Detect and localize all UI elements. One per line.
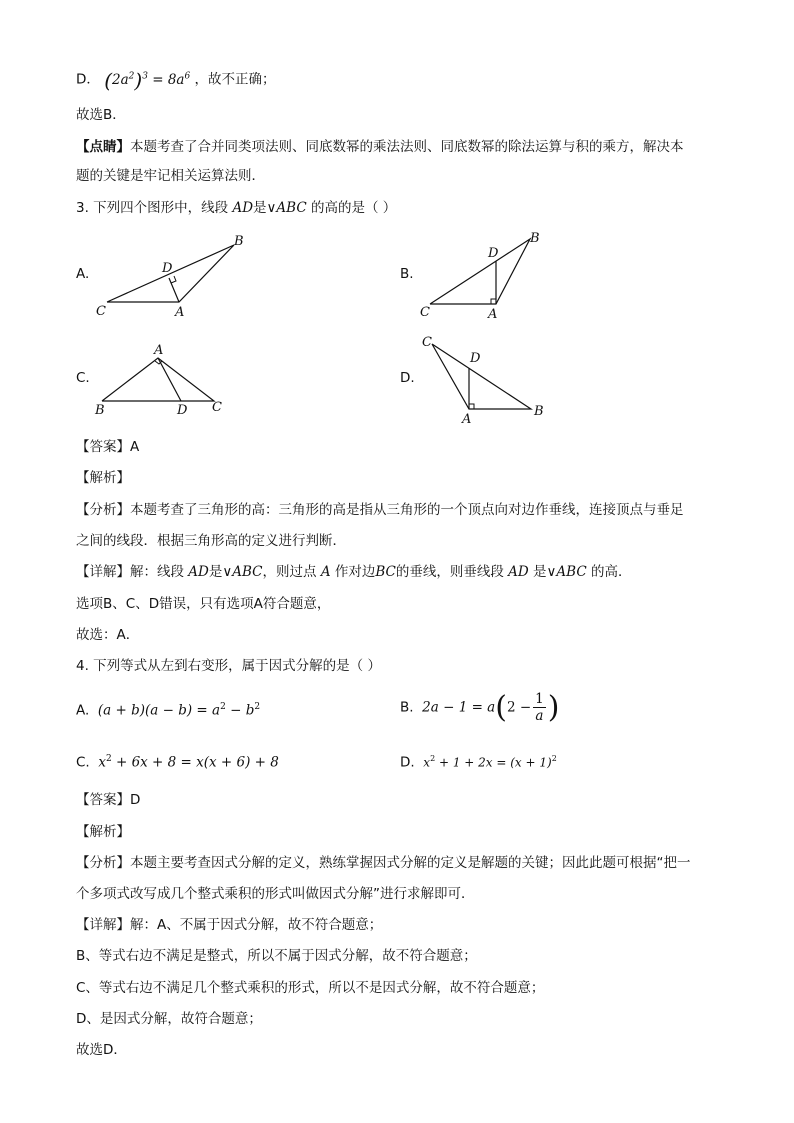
- label-b: B: [234, 234, 244, 249]
- detail-4-line-3: C、等式右边不满足几个整式乘积的形式，所以不是因式分解，故不符合题意；: [76, 980, 545, 996]
- q3-option-a-label: A.: [76, 266, 90, 282]
- detail-4-line-4: D、是因式分解，故符合题意；: [76, 1011, 262, 1027]
- comment-tag: 【点睛】: [76, 139, 130, 155]
- triangle-outline: [432, 344, 531, 409]
- label-d: D: [488, 246, 499, 261]
- d-option-expression: $(2a^2)^3 = 8a^6$: [104, 68, 191, 92]
- label-a: A: [462, 412, 472, 427]
- q4-option-b: B. 2a − 1 = a(2 − $\frac{1}{a}$ ): [400, 690, 560, 725]
- triangle-outline: [430, 239, 530, 304]
- q3-figure-d: [416, 332, 556, 427]
- label-b: B: [534, 404, 544, 419]
- comment-text-1: 本题考查了合并同类项法则、同底数幂的乘法法则、同底数幂的除法运算与积的乘方，解决本: [130, 139, 684, 155]
- label-d: D: [162, 261, 173, 276]
- label-b: B: [95, 403, 105, 418]
- detail-4-line-1: 【详解】解：A、不属于因式分解，故不符合题意；: [76, 917, 383, 933]
- analysis-3-paragraph-2: 之间的线段．根据三角形高的定义进行判断．: [76, 533, 346, 549]
- d-option-conclusion: ，故不正确；: [194, 71, 276, 88]
- segment-ad: AD: [232, 200, 254, 216]
- segment-ad: [158, 358, 181, 401]
- choose-b: 故选B．: [76, 107, 126, 123]
- detail-3-line-2: 选项B、C、D错误，只有选项A符合题意，: [76, 596, 331, 612]
- right-angle-mark: [469, 404, 474, 409]
- answer-4: 【答案】D: [76, 792, 141, 808]
- detail-4-line-5: 故选D．: [76, 1042, 127, 1058]
- question-3: 3. 下列四个图形中，线段 AD是∨ABC 的高的是（ ）: [76, 200, 397, 216]
- q3-figure-a: [92, 230, 262, 322]
- triangle-abc: ∨ABC: [266, 200, 307, 216]
- question-4: 4. 下列等式从左到右变形，属于因式分解的是（ ）: [76, 658, 381, 674]
- comment-line-2: 题的关键是牢记相关运算法则．: [76, 168, 265, 184]
- q3-option-b-label: B.: [400, 266, 414, 282]
- q3-figure-c: [92, 340, 232, 420]
- detail-4-line-2: B、等式右边不满足是整式，所以不属于因式分解，故不符合题意；: [76, 948, 477, 964]
- label-d: D: [177, 403, 188, 418]
- label-c: C: [96, 304, 106, 319]
- q3-option-d-label: D.: [400, 370, 415, 386]
- label-d: D: [470, 351, 481, 366]
- fraction-one-over-a: $\frac{1}{a}$: [535, 691, 544, 724]
- analysis-4-paragraph-1: 【分析】本题主要考查因式分解的定义，熟练掌握因式分解的定义是解题的关键；因此此题可根据“把一: [76, 855, 691, 871]
- analysis-3-paragraph-1: 【分析】本题考查了三角形的高：三角形的高是指从三角形的一个顶点向对边作垂线，连接顶点与垂足: [76, 502, 684, 518]
- right-angle-mark: [171, 276, 176, 283]
- detail-3-line-1: 【详解】解：线段 AD是∨ABC，则过点 A 作对边BC的垂线，则垂线段 AD 是∨ABC 的高．: [76, 564, 632, 580]
- d-option-line: [76, 66, 276, 90]
- label-a: A: [175, 305, 185, 320]
- comment-line-1: [76, 137, 684, 157]
- detail-3-line-3: 故选：A．: [76, 627, 140, 643]
- label-c: C: [212, 400, 222, 415]
- label-c: C: [420, 305, 430, 320]
- label-a: A: [488, 307, 498, 322]
- analysis-4-heading: 【解析】: [76, 824, 130, 840]
- q4-option-d: D. $x^2 + 1 + 2x = (x + 1)^2$: [400, 754, 557, 771]
- q3-option-c-label: C.: [76, 370, 90, 386]
- answer-3: 【答案】A: [76, 439, 140, 455]
- q4-option-c: C. $x^2 + 6x + 8 = x(x + 6) + 8$: [76, 754, 279, 771]
- q4-option-a: A. $(a + b)(a - b) = a^2 - b^2$: [76, 702, 261, 719]
- analysis-3-heading: 【解析】: [76, 470, 130, 486]
- right-angle-mark: [491, 299, 496, 304]
- triangle-outline: [102, 358, 214, 401]
- q3-figure-b: [416, 228, 556, 322]
- label-b: B: [530, 231, 540, 246]
- label-a: A: [154, 343, 164, 358]
- analysis-4-paragraph-2: 个多项式改写成几个整式乘积的形式叫做因式分解”进行求解即可．: [76, 886, 475, 902]
- label-c: C: [422, 335, 432, 350]
- d-option-label: D．: [76, 71, 100, 88]
